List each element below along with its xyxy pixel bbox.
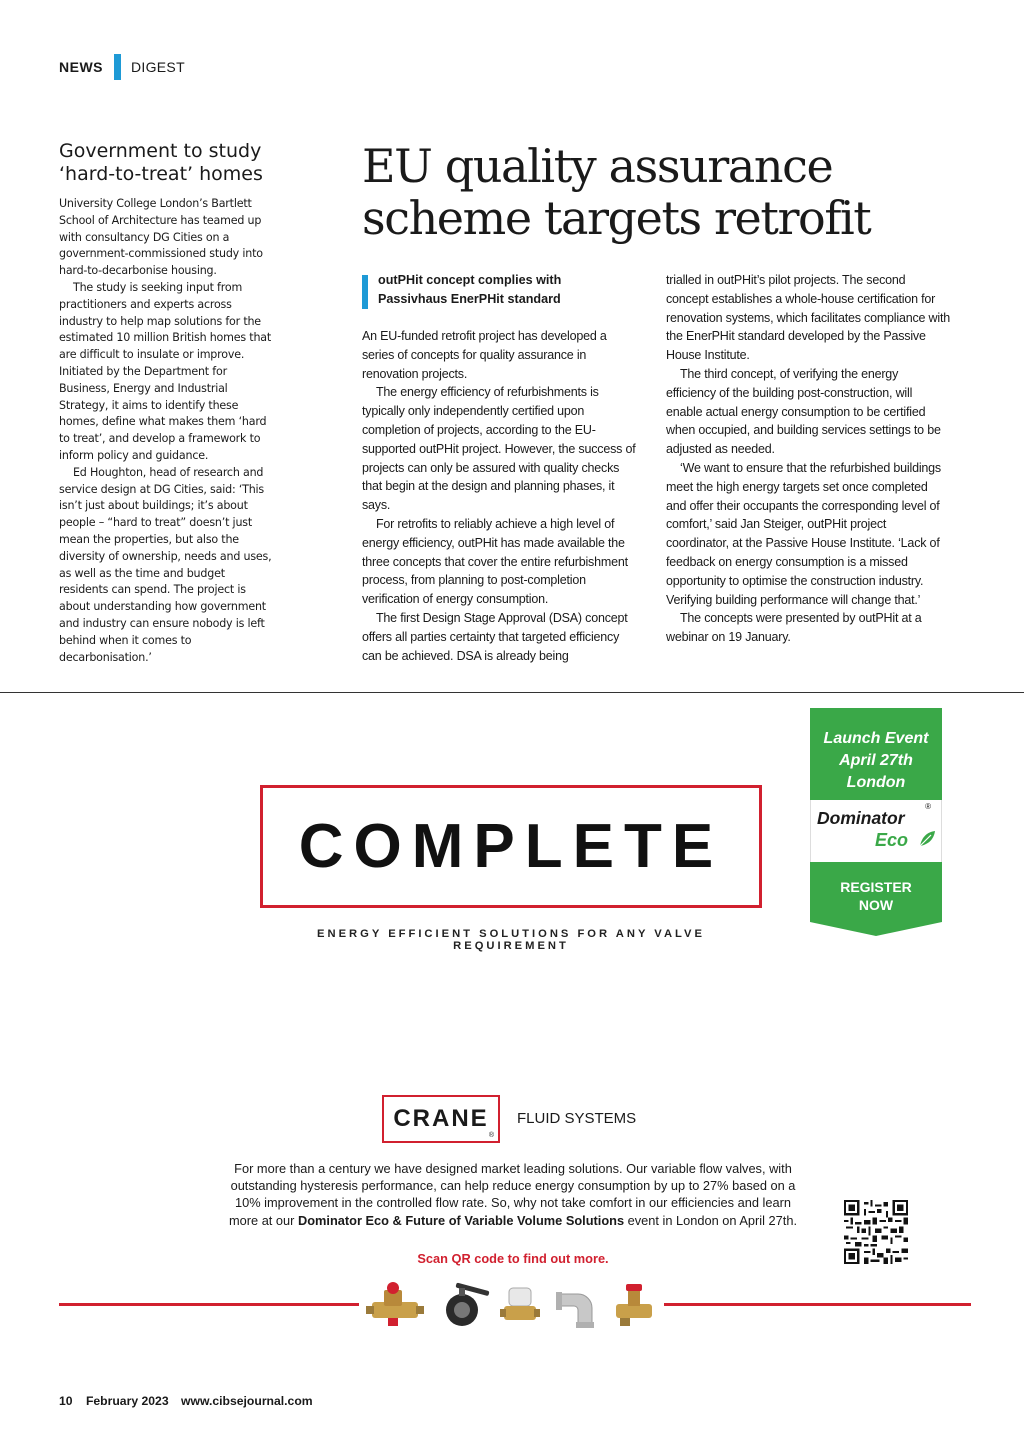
sidebar-paragraph: Ed Houghton, head of research and service design at DG Cities, said: ‘This isn’t just about buildings; it’s about people – “hard to treat” doesn’t just mean the properties, but also the diversity of ownership, needs and uses, as well as the time and budget residents can spend. The project is about understanding how government and industry can ensure nobody is left behind when it comes to decarbonisation.’ <box>59 465 272 664</box>
ad-rule-right <box>664 1303 971 1306</box>
registered-mark: ® <box>488 1132 494 1139</box>
crane-subtitle: FLUID SYSTEMS <box>517 1110 637 1127</box>
issue-date: February 2023 <box>85 1394 169 1408</box>
crane-logo <box>382 1095 500 1143</box>
registered-mark: ® <box>925 802 931 811</box>
article-paragraph: trialled in outPHit’s pilot projects. The second concept establishes a whole-house certification for renovation systems, which facilitates compliance with the EnerPHit standard developed by the Passive House Institute. <box>666 273 950 363</box>
sidebar-paragraph: The study is seeking input from practitioners and experts across industry to help map solutions for the estimated 10 million British homes that are difficult to insulate or improve. Initiated by the Department for Business, Energy and Industrial Strategy, it aims to identify these homes, define what makes them ‘hard to treat’, and develop a framework to inform policy and guidance. <box>59 280 272 462</box>
article-column-1 <box>362 327 638 665</box>
article-paragraph: For retrofits to reliably achieve a high level of energy efficiency, outPHit has made available the three concepts that cover the entire refurbishment process, from planning to post-completion verification of energy consumption. <box>362 516 628 607</box>
ad-body-text <box>222 1160 804 1229</box>
section-header <box>59 54 185 80</box>
journal-url[interactable]: www.cibsejournal.com <box>181 1394 313 1408</box>
qr-code-icon[interactable] <box>844 1200 908 1264</box>
crane-wordmark: CRANE <box>393 1105 489 1132</box>
register-label: NOW <box>858 897 894 913</box>
valve-products-strip <box>364 1280 660 1332</box>
scan-qr-cta: Scan QR code to find out more. <box>417 1251 609 1266</box>
page-number: 10 <box>59 1394 73 1408</box>
standfirst-text: outPHit concept complies with Passivhaus EnerPHit standard <box>378 273 562 306</box>
sidebar-paragraph: University College London’s Bartlett School of Architecture has teamed up with consultancy DG Cities on a government-commissioned study into hard-to-decarbonise housing. <box>59 197 263 278</box>
banner-line: April 27th <box>839 752 913 769</box>
article-paragraph: The energy efficiency of refurbishments is typically only independently certified upon completion of projects, according to the EU-supported outPHit project. However, the success of projects can only be assured with quality checks that begin at the design and planning phases, it says. <box>362 385 636 513</box>
ad-body-post: event in London on April 27th. <box>624 1212 797 1228</box>
standfirst <box>362 271 622 309</box>
dominator-eco-logo <box>810 800 942 862</box>
balancing-valve-icon <box>366 1282 424 1326</box>
register-now-button[interactable] <box>810 862 942 922</box>
sidebar-article-headline: Government to study ‘hard-to-treat’ homes <box>59 140 263 185</box>
leaf-icon <box>918 830 936 848</box>
complete-logo-box <box>260 785 762 908</box>
launch-event-banner[interactable] <box>810 708 942 922</box>
ad-rule-left <box>59 1303 359 1306</box>
ad-body-pre: For more than a century we have designed market leading solutions. Our variable flow valves, with outstanding hysteresis performance, can help reduce energy consumption by up to 27% based on a 10% improvement in the controlled flow rate. So, why not take comfort in our efficiencies and learn more at our <box>228 1161 796 1228</box>
section-label: NEWS <box>59 59 103 75</box>
ad-tagline: ENERGY EFFICIENT SOLUTIONS FOR ANY VALVE REQUIREMENT <box>317 928 705 952</box>
standfirst-bar <box>362 275 368 309</box>
radiator-valve-icon <box>616 1284 652 1326</box>
sidebar-article-body <box>59 196 274 666</box>
banner-tip <box>810 922 942 936</box>
page-divider <box>0 692 1024 693</box>
article-paragraph: ‘We want to ensure that the refurbished buildings meet the high energy targets set once completed and offer their occupants the corresponding level of comfort,’ said Jan Steiger, outPHit project coordinator, at the Passive House Institute. ‘Lack of feedback on energy consumption is a missed opportunity to optimise the construction industry. Verifying building performance will change that.’ <box>666 460 941 607</box>
article-paragraph: The concepts were presented by outPHit at a webinar on 19 January. <box>666 611 922 645</box>
elbow-fitting-icon <box>556 1292 594 1328</box>
article-paragraph: An EU-funded retrofit project has developed a series of concepts for quality assurance in renovation projects. <box>362 329 607 381</box>
banner-event-info <box>810 708 942 800</box>
complete-wordmark: COMPLETE <box>298 812 724 881</box>
banner-line: Launch Event <box>823 730 929 747</box>
article-paragraph: The first Design Stage Approval (DSA) concept offers all parties certainty that targeted efficiency can be achieved. DSA is already being <box>362 610 628 663</box>
article-paragraph: The third concept, of verifying the energy efficiency of the building post-construction, will enable actual energy consumption to be certified when occupied, and building services settings to be adjusted as needed. <box>666 366 941 457</box>
register-label: REGISTER <box>840 879 912 895</box>
main-article-headline: EU quality assurance scheme targets retrofit <box>362 139 871 245</box>
section-divider-bar <box>114 54 121 80</box>
actuator-valve-icon <box>500 1288 540 1320</box>
logo-word: Dominator <box>817 808 905 828</box>
subsection-label: DIGEST <box>131 59 185 75</box>
sidebar-article <box>59 140 274 666</box>
logo-word: Eco <box>875 830 909 850</box>
article-column-2 <box>666 271 951 647</box>
page-footer <box>59 1394 313 1408</box>
banner-line: London <box>846 774 906 791</box>
butterfly-valve-icon <box>446 1283 490 1326</box>
ad-body-event-name: Dominator Eco & Future of Variable Volume Solutions <box>297 1212 625 1228</box>
